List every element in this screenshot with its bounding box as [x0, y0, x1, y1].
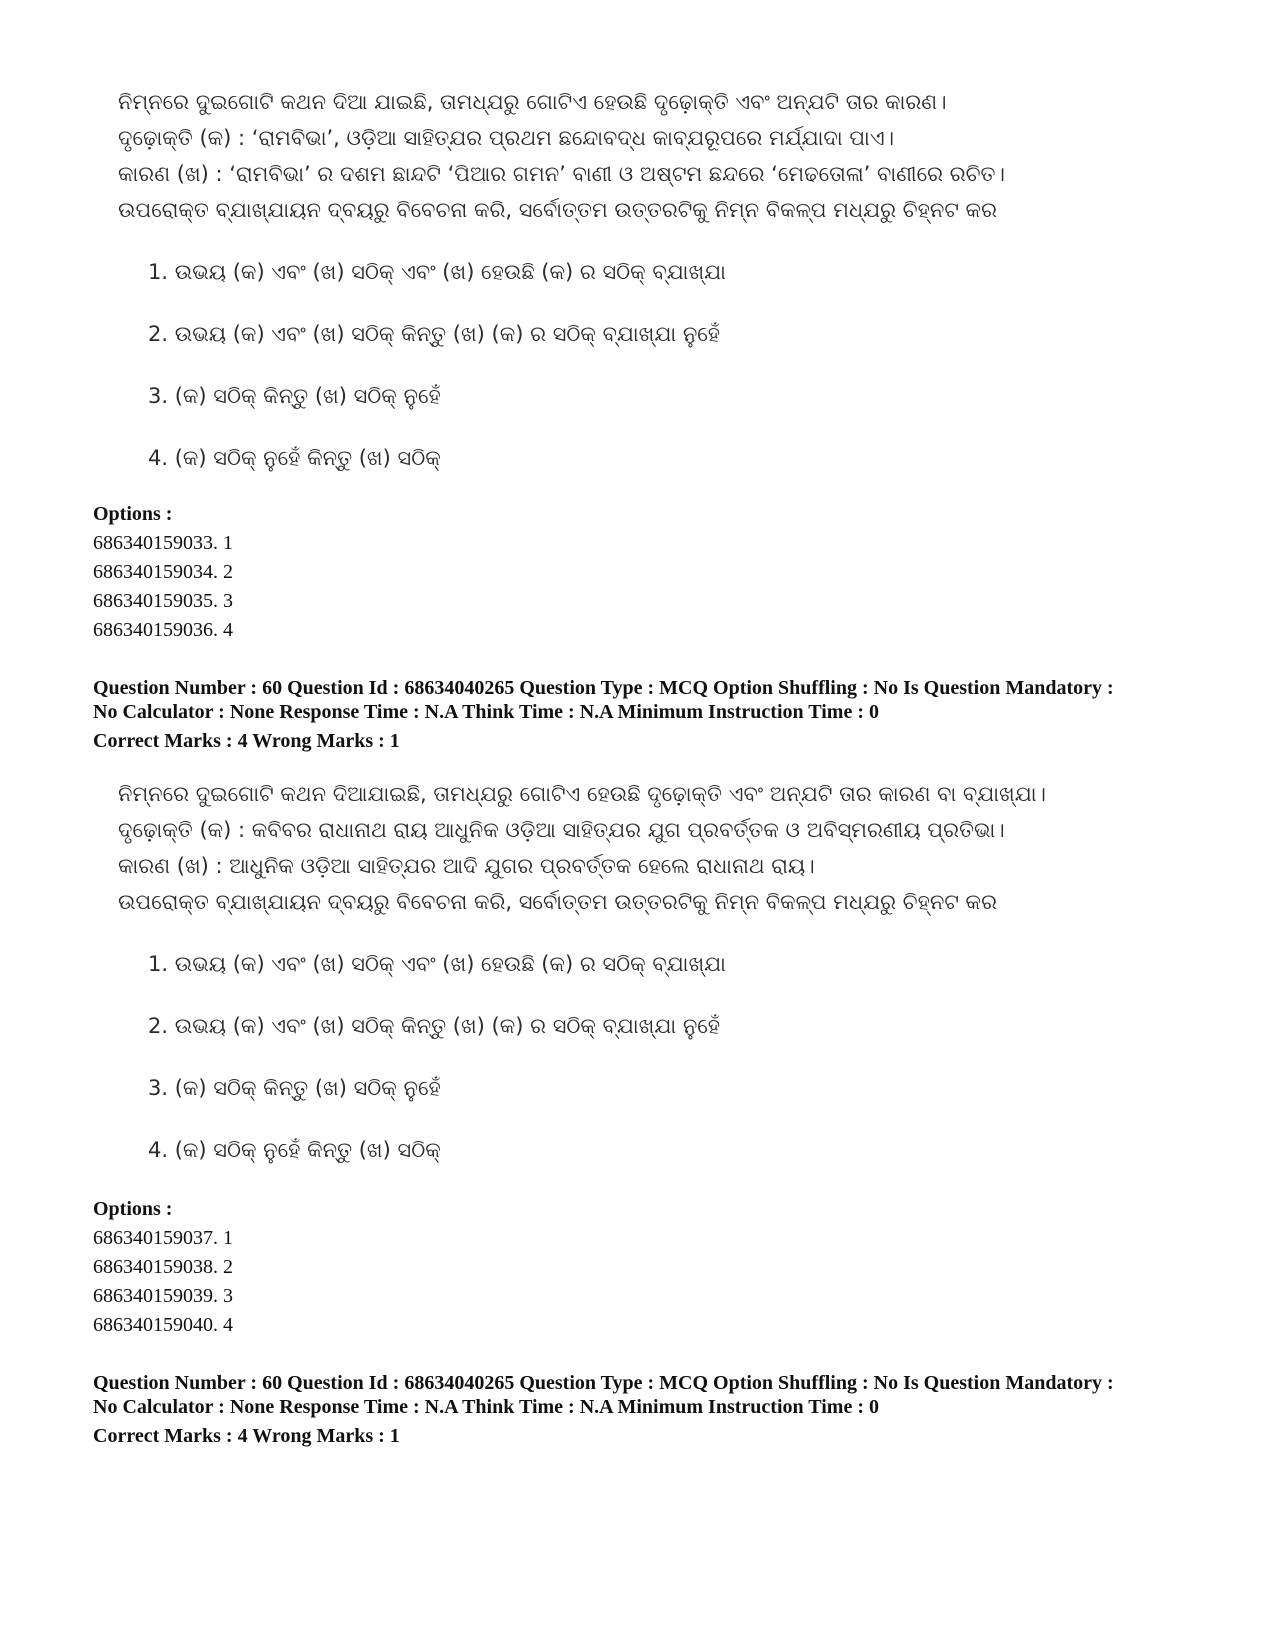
choice-3: 3. (କ) ସଠିକ୍ କିନ୍ତୁ (ଖ) ସଠିକ୍ ନୁହେଁ — [148, 384, 441, 408]
question-instruction: ଉପରୋକ୍ତ ବ୍ଯାଖ୍ଯାୟନ ଦ୍ବୟରୁ ବିବେଚନା କରି, ସର୍ବୋତ୍ତମ ଉତ୍ତରଟିକୁ ନିମ୍ନ ବିକଳ୍ପ ମଧ୍ଯରୁ ଚିହ୍ନଟ କର — [118, 198, 997, 222]
question-body-1 — [118, 84, 1005, 476]
question-intro: ନିମ୍ନରେ ଦୁଇଗୋଟି କଥନ ଦିଆଯାଇଛି, ତାମଧ୍ଯରୁ ଗୋଟିଏ ହେଉଛି ଦୃଢ଼ୋକ୍ତି ଏବଂ ଅନ୍ଯଟି ତାର କାରଣ ବା ବ୍ଯାଖ୍ଯା। — [118, 782, 1046, 806]
option-item: 686340159039. 3 — [93, 1285, 233, 1307]
choice-1: 1. ଉଭୟ (କ) ଏବଂ (ଖ) ସଠିକ୍ ଏବଂ (ଖ) ହେଉଛି (କ) ର ସଠିକ୍ ବ୍ଯାଖ୍ଯା — [148, 260, 726, 284]
options-label: Options : — [93, 1198, 173, 1220]
choice-2: 2. ଉଭୟ (କ) ଏବଂ (ଖ) ସଠିକ୍ କିନ୍ତୁ (ଖ) (କ) ର ସଠିକ୍ ବ୍ଯାଖ୍ଯା ନୁହେଁ — [148, 1014, 721, 1038]
options-list-2 — [93, 1195, 1193, 1340]
assertion-statement: ଦୃଢ଼ୋକ୍ତି (କ) : କବିବର ରାଧାନାଥ ରାୟ ଆଧୁନିକ ଓଡ଼ିଆ ସାହିତ୍ଯର ଯୁଗ ପ୍ରବର୍ତ୍ତକ ଓ ଅବିସ୍ମରଣୀୟ ପ୍ରତିଭା। — [118, 818, 1005, 842]
option-item: 686340159034. 2 — [93, 561, 233, 583]
question-instruction: ଉପରୋକ୍ତ ବ୍ଯାଖ୍ଯାୟନ ଦ୍ବୟରୁ ବିବେଚନା କରି, ସର୍ବୋତ୍ତମ ଉତ୍ତରଟିକୁ ନିମ୍ନ ବିକଳ୍ପ ମଧ୍ଯରୁ ଚିହ୍ନଟ କର — [118, 890, 997, 914]
options-label: Options : — [93, 503, 173, 525]
option-item: 686340159035. 3 — [93, 590, 233, 612]
meta-line-2: No Calculator : None Response Time : N.A Think Time : N.A Minimum Instruction Time : 0 — [93, 701, 879, 723]
reason-statement: କାରଣ (ଖ) : ‘ରାମବିଭା’ ର ଦଶମ ଛାନ୍ଦଟି ‘ପିଆର ଗମନ’ ବାଣୀ ଓ ଅଷ୍ଟମ ଛନ୍ଦରେ ‘ମେଢତୋଳା’ ବାଣୀରେ ରଚିତ। — [118, 162, 1005, 186]
meta-line-1: Question Number : 60 Question Id : 68634040265 Question Type : MCQ Option Shuffling : No Is Question Mandatory : — [93, 677, 1114, 699]
question-intro: ନିମ୍ନରେ ଦୁଇଗୋଟି କଥନ ଦିଆ ଯାଇଛି, ତାମଧ୍ଯରୁ ଗୋଟିଏ ହେଉଛି ଦୃଢ଼ୋକ୍ତି ଏବଂ ଅନ୍ଯଟି ତାର କାରଣ। — [118, 90, 947, 114]
marks-line: Correct Marks : 4 Wrong Marks : 1 — [93, 730, 400, 752]
option-item: 686340159033. 1 — [93, 532, 233, 554]
meta-line-1: Question Number : 60 Question Id : 68634040265 Question Type : MCQ Option Shuffling : No Is Question Mandatory : — [93, 1372, 1114, 1394]
choice-2: 2. ଉଭୟ (କ) ଏବଂ (ଖ) ସଠିକ୍ କିନ୍ତୁ (ଖ) (କ) ର ସଠିକ୍ ବ୍ଯାଖ୍ଯା ନୁହେଁ — [148, 322, 721, 346]
question-meta-header-2 — [93, 1371, 1193, 1448]
option-item: 686340159036. 4 — [93, 619, 233, 641]
choice-4: 4. (କ) ସଠିକ୍ ନୁହେଁ କିନ୍ତୁ (ଖ) ସଠିକ୍ — [148, 446, 441, 470]
choice-3: 3. (କ) ସଠିକ୍ କିନ୍ତୁ (ଖ) ସଠିକ୍ ନୁହେଁ — [148, 1076, 441, 1100]
marks-line: Correct Marks : 4 Wrong Marks : 1 — [93, 1425, 400, 1447]
assertion-statement: ଦୃଢ଼ୋକ୍ତି (କ) : ‘ରାମବିଭା’, ଓଡ଼ିଆ ସାହିତ୍ଯର ପ୍ରଥମ ଛନ୍ଦୋବଦ୍ଧ କାବ୍ଯରୂପରେ ମର୍ଯ୍ଯାଦା ପାଏ। — [118, 126, 895, 150]
option-item: 686340159040. 4 — [93, 1314, 233, 1336]
choice-1: 1. ଉଭୟ (କ) ଏବଂ (ଖ) ସଠିକ୍ ଏବଂ (ଖ) ହେଉଛି (କ) ର ସଠିକ୍ ବ୍ଯାଖ୍ଯା — [148, 952, 726, 976]
option-item: 686340159037. 1 — [93, 1227, 233, 1249]
meta-line-2: No Calculator : None Response Time : N.A Think Time : N.A Minimum Instruction Time : 0 — [93, 1396, 879, 1418]
question-meta-header-1 — [93, 676, 1193, 753]
question-body-2 — [118, 776, 1046, 1168]
options-list-1 — [93, 500, 1193, 645]
option-item: 686340159038. 2 — [93, 1256, 233, 1278]
reason-statement: କାରଣ (ଖ) : ଆଧୁନିକ ଓଡ଼ିଆ ସାହିତ୍ଯର ଆଦି ଯୁଗର ପ୍ରବର୍ତ୍ତକ ହେଲେ ରାଧାନାଥ ରାୟ। — [118, 854, 815, 878]
choice-4: 4. (କ) ସଠିକ୍ ନୁହେଁ କିନ୍ତୁ (ଖ) ସଠିକ୍ — [148, 1138, 441, 1162]
